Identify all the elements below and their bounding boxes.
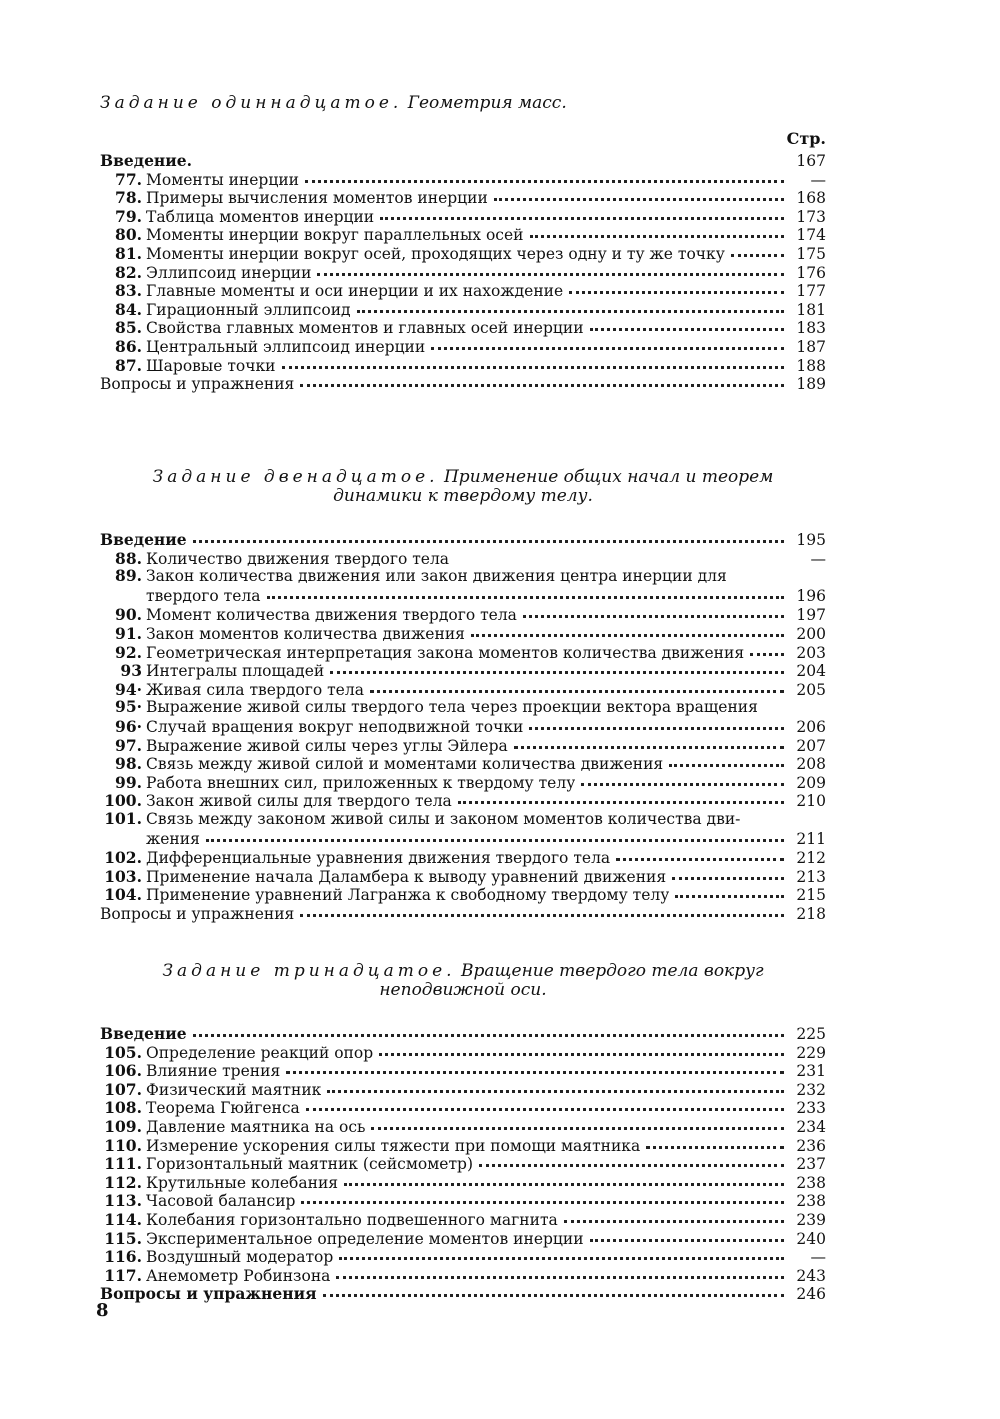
toc-item-title: Физический маятник [146, 1080, 322, 1099]
toc-page-number: 238 [796, 1192, 826, 1211]
toc-item-title: Определение реакций опор [146, 1043, 374, 1062]
toc-item-number: 84. [115, 299, 142, 319]
leader-dots [357, 298, 784, 313]
toc-questions-label: Вопросы и упражнения [100, 904, 295, 923]
toc-item-number: 99. [115, 772, 142, 792]
leader-dots [301, 1189, 784, 1204]
toc-item-number: 112. [104, 1172, 142, 1192]
toc-item-title: Геометрическая интерпретация закона моментов количества движения [146, 643, 745, 662]
toc-item-number: 96· [115, 716, 142, 736]
leader-dots [581, 771, 784, 786]
toc-item-number: 95· [115, 697, 142, 717]
leader-dots [330, 659, 784, 674]
toc-item-number: 111. [104, 1154, 142, 1174]
leader-dots [471, 622, 784, 637]
toc-item[interactable] [100, 791, 826, 810]
toc-item-number: 83. [115, 281, 142, 301]
leader-dots [569, 279, 784, 294]
toc-item-title: Момент количества движения твердого тела [146, 606, 517, 625]
toc-item-title: Воздушный модератор [146, 1248, 334, 1267]
toc-item-title: Моменты инерции вокруг осей, проходящих через одну и ту же точку [146, 244, 725, 263]
toc-page-number: 197 [796, 606, 826, 625]
toc-item-title: Анемометр Робинзона [146, 1266, 331, 1285]
leader-dots [750, 641, 784, 656]
toc-item-title: Давление маятника на ось [146, 1117, 366, 1136]
toc-item-title: Выражение живой силы через углы Эйлера [146, 736, 508, 755]
toc-item-number: 91. [115, 623, 142, 643]
toc-page-number: 176 [796, 263, 826, 282]
toc-page-number: — [810, 549, 826, 568]
toc-item-number: 110. [104, 1135, 142, 1155]
leader-dots [306, 1096, 784, 1111]
toc-page-number: 240 [796, 1229, 826, 1248]
toc-questions-label: Вопросы и упражнения [100, 375, 295, 394]
leader-dots [675, 883, 784, 898]
toc-item[interactable] [100, 624, 826, 643]
toc-page-number: 188 [796, 356, 826, 375]
toc-item-number: 114. [104, 1209, 142, 1229]
toc-item-title: Связь между законом живой силы и законом моментов количества дви- [146, 809, 741, 828]
toc-item-title: Связь между живой силой и моментами количества движения [146, 755, 664, 774]
leader-dots [672, 865, 784, 880]
section-title [100, 962, 826, 1000]
toc-item-title: Теорема Гюйгенса [146, 1099, 300, 1118]
leader-dots [267, 584, 785, 599]
leader-dots [590, 316, 784, 331]
toc-page-number: 234 [796, 1117, 826, 1136]
toc-page-number: 167 [796, 152, 826, 170]
toc-item-number: 102. [104, 848, 142, 868]
toc-page-number: 174 [796, 226, 826, 245]
leader-dots [669, 752, 784, 767]
toc-item-title: Крутильные колебания [146, 1173, 339, 1192]
toc-item-title: Шаровые точки [146, 356, 276, 375]
toc-intro-label: Введение [100, 531, 187, 549]
toc-item-title: Таблица моментов инерции [146, 207, 375, 226]
toc-page-number: 232 [796, 1080, 826, 1099]
section-title-lead: Задание двенадцатое. [152, 467, 439, 487]
section-title-rest: Применение общих начал и теорем динамики к твердому телу. [333, 467, 774, 506]
section-title-rest: Геометрия масс. [407, 93, 567, 113]
toc-item-number: 85. [115, 318, 142, 338]
toc-list [100, 1024, 826, 1303]
leader-dots [282, 354, 784, 369]
toc-item-number: 78. [115, 188, 142, 208]
leader-dots [479, 1152, 784, 1167]
toc-item-number: 107. [104, 1079, 142, 1099]
leader-dots [323, 1282, 784, 1297]
toc-page-number: 239 [796, 1210, 826, 1229]
toc-page-number: 218 [796, 904, 826, 923]
section-thirteen [100, 962, 826, 1303]
toc-item-number: 116. [104, 1247, 142, 1267]
leader-dots [300, 372, 784, 387]
toc-item-title: Горизонтальный маятник (сейсмометр) [146, 1155, 473, 1174]
toc-page-number: — [810, 170, 826, 189]
leader-dots [590, 1227, 784, 1242]
toc-page-number: 207 [796, 736, 826, 755]
toc-item-number: 92. [115, 642, 142, 662]
toc-page-number: 236 [796, 1136, 826, 1155]
toc-item-number: 90. [115, 605, 142, 625]
section-title-lead: Задание тринадцатое. [162, 961, 456, 981]
toc-item-number: 80. [115, 225, 142, 245]
leader-dots [564, 1208, 784, 1223]
toc-item-title: Гирационный эллипсоид [146, 300, 351, 319]
leader-dots [193, 1022, 784, 1037]
section-twelve [100, 468, 826, 922]
toc-page-number: 231 [796, 1062, 826, 1081]
toc-page-number: 177 [796, 282, 826, 301]
toc-page-number: 205 [796, 680, 826, 699]
toc-item-title: Часовой балансир [146, 1192, 296, 1211]
section-title [100, 94, 826, 113]
toc-questions[interactable] [100, 1284, 826, 1303]
toc-item-number: 103. [104, 866, 142, 886]
toc-item-number: 89. [115, 566, 142, 586]
toc-item[interactable] [100, 225, 826, 244]
toc-item-number: 108. [104, 1098, 142, 1118]
toc-page-number: 187 [796, 337, 826, 356]
toc-item-title: Эллипсоид инерции [146, 263, 312, 282]
toc-questions[interactable] [100, 374, 826, 393]
leader-dots [514, 734, 784, 749]
toc-item-title: Колебания горизонтально подвешенного магнита [146, 1210, 558, 1229]
toc-item-title: Примеры вычисления моментов инерции [146, 189, 488, 208]
toc-item-title: Выражение живой силы твердого тела через проекции вектора вращения [146, 698, 758, 717]
toc-page-number: 189 [796, 375, 826, 394]
leader-dots [731, 242, 784, 257]
leader-dots [339, 1245, 784, 1260]
toc-item-number: 79. [115, 206, 142, 226]
toc-item-title: Моменты инерции [146, 170, 299, 189]
section-eleven [100, 94, 826, 393]
toc-page-number: 204 [796, 662, 826, 681]
toc-page-number: 238 [796, 1173, 826, 1192]
toc-item-title: Количество движения твердого тела [146, 549, 450, 568]
toc-questions-label: Вопросы и упражнения [100, 1285, 317, 1304]
toc-page-number: 211 [796, 829, 826, 848]
toc-item-title: Закон живой силы для твердого тела [146, 792, 452, 811]
toc-item-number: 101. [104, 808, 142, 828]
leader-dots [380, 205, 784, 220]
toc-item-title-cont: жения [146, 829, 200, 848]
toc-item-title: Закон моментов количества движения [146, 624, 465, 643]
toc-item-number: 117. [104, 1265, 142, 1285]
toc-item[interactable] [100, 549, 826, 568]
toc-page-number: 195 [796, 531, 826, 549]
section-title-rest: Вращение твердого тела вокруг неподвижной оси. [379, 961, 764, 1000]
toc-item-number: 97. [115, 735, 142, 755]
leader-dots [317, 261, 784, 276]
toc-page-number: 208 [796, 755, 826, 774]
toc-item-title: Измерение ускорения силы тяжести при помощи маятника [146, 1136, 641, 1155]
page-number: 8 [96, 1300, 109, 1321]
leader-dots [286, 1059, 784, 1074]
leader-dots [379, 1041, 784, 1056]
leader-dots [616, 846, 784, 861]
leader-dots [206, 827, 784, 842]
toc-list [100, 151, 826, 393]
toc-item-title: Работа внешних сил, приложенных к твердому телу [146, 773, 576, 792]
toc-page-number: 175 [796, 244, 826, 263]
leader-dots [494, 186, 784, 201]
toc-item-title: Применение уравнений Лагранжа к свободному твердому телу [146, 886, 670, 905]
toc-item-number: 94· [115, 679, 142, 699]
toc-page-number: 225 [796, 1025, 826, 1043]
leader-dots [198, 149, 784, 164]
leader-dots [336, 1264, 784, 1279]
toc-questions[interactable] [100, 904, 826, 923]
toc-item-title: Применение начала Даламбера к выводу уравнений движения [146, 867, 667, 886]
toc-page-number: 229 [796, 1043, 826, 1062]
toc-item-title: Закон количества движения или закон движения центра инерции для [146, 567, 727, 586]
toc-item-number: 98. [115, 754, 142, 774]
toc-page-number: 246 [796, 1285, 826, 1304]
toc-page-number: 233 [796, 1099, 826, 1118]
leader-dots [646, 1134, 784, 1149]
toc-item-number: 106. [104, 1061, 142, 1081]
toc-item-number: 109. [104, 1116, 142, 1136]
leader-dots [530, 223, 785, 238]
toc-item-title: Случай вращения вокруг неподвижной точки [146, 717, 524, 736]
page-column-label: Стр. [786, 129, 826, 148]
toc-page-number: 215 [796, 886, 826, 905]
toc-item[interactable] [100, 680, 826, 699]
toc-page-number: 181 [796, 300, 826, 319]
toc-item-title: Экспериментальное определение моментов инерции [146, 1229, 584, 1248]
toc-item-title: Свойства главных моментов и главных осей инерции [146, 319, 584, 338]
toc-page-number: 203 [796, 643, 826, 662]
toc-item-title: Центральный эллипсоид инерции [146, 337, 426, 356]
toc-item-title: Дифференциальные уравнения движения твердого тела [146, 849, 611, 868]
leader-dots [431, 335, 784, 350]
leader-dots [370, 678, 784, 693]
toc-item-number: 113. [104, 1191, 142, 1211]
toc-item-number: 115. [104, 1228, 142, 1248]
toc-item-number: 104. [104, 885, 142, 905]
toc-list [100, 530, 826, 922]
leader-dots [455, 547, 784, 562]
leader-dots [529, 715, 784, 730]
leader-dots [305, 168, 784, 183]
toc-item-title: Живая сила твердого тела [146, 680, 364, 699]
toc-item-title: Интегралы площадей [146, 662, 325, 681]
toc-item-number: 105. [104, 1042, 142, 1062]
toc-item-number: 77. [115, 169, 142, 189]
leader-dots [193, 528, 784, 543]
toc-page-number: 168 [796, 189, 826, 208]
leader-dots [344, 1171, 784, 1186]
toc-page-number: 173 [796, 207, 826, 226]
toc-item-number: 82. [115, 262, 142, 282]
toc-page-number: 206 [796, 717, 826, 736]
leader-dots [371, 1115, 784, 1130]
leader-dots [327, 1078, 784, 1093]
toc-item-number: 86. [115, 336, 142, 356]
toc-page-number: 213 [796, 867, 826, 886]
leader-dots [300, 902, 784, 917]
toc-page-number: 183 [796, 319, 826, 338]
toc-intro-label: Введение [100, 1025, 187, 1043]
toc-page-number: 209 [796, 773, 826, 792]
toc-page-number: 237 [796, 1155, 826, 1174]
toc-page-number: — [810, 1248, 826, 1267]
leader-dots [458, 789, 784, 804]
toc-item-number: 100. [104, 791, 142, 811]
leader-dots [523, 603, 784, 618]
toc-item-title: Моменты инерции вокруг параллельных осей [146, 226, 524, 245]
toc-page-number: 196 [796, 586, 826, 605]
toc-page-number: 210 [796, 792, 826, 811]
section-title-lead: Задание одиннадцатое. [100, 93, 403, 113]
toc-item-number: 93 [120, 661, 142, 681]
section-title [100, 468, 826, 506]
toc-page-number: 200 [796, 624, 826, 643]
toc-page-number: 243 [796, 1266, 826, 1285]
toc-item-title-cont: твердого тела [146, 586, 261, 605]
toc-item-number: 87. [115, 355, 142, 375]
toc-page-number: 212 [796, 849, 826, 868]
toc-item-number: 81. [115, 243, 142, 263]
toc-item-title: Главные моменты и оси инерции и их нахождение [146, 282, 564, 301]
toc-item-title: Влияние трения [146, 1062, 281, 1081]
toc-intro-label: Введение. [100, 152, 193, 170]
toc-item-number: 88. [115, 548, 142, 568]
